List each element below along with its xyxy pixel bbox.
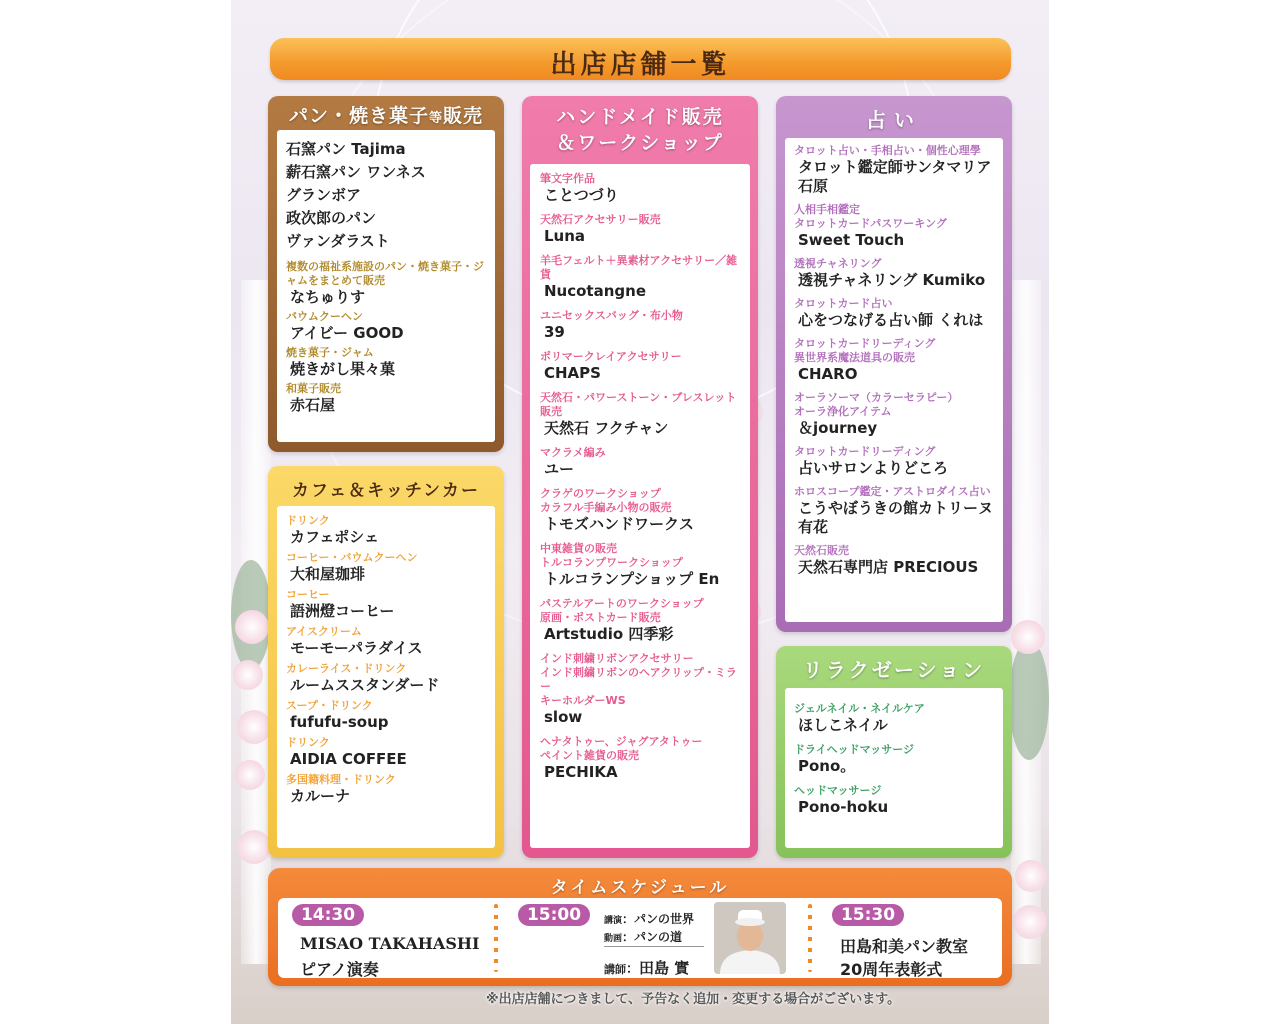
list-item — [286, 662, 489, 695]
list-item — [286, 736, 489, 769]
panel-bread-title — [268, 101, 504, 128]
schedule-title: タイムスケジュール — [550, 878, 730, 898]
item-name: なちゅりす — [290, 288, 366, 306]
list-item — [286, 625, 489, 658]
item-name: CHAPS — [544, 364, 601, 382]
list-item — [794, 297, 999, 330]
item-category: ペイント雑貨の販売 — [540, 749, 639, 762]
panel-handmade-title-line1: ハンドメイド販売 — [556, 106, 724, 128]
list-item — [794, 445, 999, 478]
item-category: キーホルダーWS — [540, 694, 626, 707]
panel-uranai-list — [785, 138, 1003, 622]
item-name: Nucotangne — [544, 282, 646, 300]
list-item — [540, 309, 746, 342]
item-name: ユー — [544, 460, 575, 478]
slot3-line2: 20周年表彰式 — [840, 960, 943, 979]
item-category: 異世界系魔法道具の販売 — [794, 351, 915, 364]
slot2-video-text: パンの道 — [634, 930, 683, 944]
slot2-teacher: 講師：田島 實 — [604, 959, 690, 977]
schedule-divider — [808, 904, 812, 972]
slot1-line1: MISAO TAKAHASHI — [300, 934, 480, 953]
item-category: インド刺繍リボンのヘアクリップ・ミラー — [540, 666, 737, 693]
list-item — [540, 350, 746, 383]
item-name: Sweet Touch — [798, 231, 905, 249]
item-name: Luna — [544, 227, 586, 245]
background-flower — [1011, 620, 1045, 654]
item-name: 赤石屋 — [290, 396, 336, 414]
panel-handmade-title-line2: ＆ワークショップ — [556, 132, 724, 154]
uranai-items-list — [794, 144, 999, 584]
item-category: 羊毛フェルト＋異素材アクセサリー／雑貨 — [540, 254, 738, 281]
list-item — [794, 144, 999, 196]
item-category: カラフル手編み小物の販売 — [540, 501, 672, 514]
background-flower — [237, 830, 271, 864]
slot3-line1: 田島和美パン教室 — [840, 937, 969, 956]
item-category: 焼き菓子・ジャム — [286, 346, 374, 359]
relax-items-list — [794, 702, 999, 825]
handmade-items-list — [540, 172, 746, 790]
list-item — [794, 257, 999, 290]
item-name: ほしこネイル — [798, 716, 888, 734]
list-item — [540, 172, 746, 205]
list-item — [286, 514, 489, 547]
list-item — [286, 588, 489, 621]
item-category: 中東雑貨の販売 — [540, 542, 617, 555]
panel-handmade-list — [530, 164, 750, 848]
item-name: AIDIA COFFEE — [290, 750, 407, 768]
list-item — [794, 702, 999, 735]
item-category: 筆文字作品 — [540, 172, 595, 185]
item-name: ルームススタンダード — [290, 676, 440, 694]
slot2-lecture-label: 講演 — [604, 916, 623, 926]
item-name: トルコランプショップ En — [544, 570, 720, 588]
item-name: fufufu-soup — [290, 713, 389, 731]
item-name: PECHIKA — [544, 763, 618, 781]
list-item — [794, 784, 999, 817]
item-name: 心をつなげる占い師 くれは — [798, 311, 984, 329]
item-name: モーモーパラダイス — [290, 639, 423, 657]
panel-handmade — [522, 96, 758, 858]
item-category: パステルアートのワークショップ — [540, 597, 704, 610]
list-item — [540, 735, 746, 782]
item-category: 和菓子販売 — [286, 382, 341, 395]
item-category: ヘッドマッサージ — [794, 784, 882, 797]
list-item — [540, 597, 746, 644]
list-item — [794, 203, 999, 250]
time-slot-1500: 15:00 — [518, 904, 590, 926]
slot2-lecture-text: パンの世界 — [634, 912, 695, 926]
list-item — [540, 391, 746, 438]
item-name: カルーナ — [290, 787, 351, 805]
slot2-teacher-name: 田島 實 — [639, 959, 690, 977]
panel-cafe-list — [277, 506, 495, 848]
item-category: オーラソーマ（カラーセラピー） — [794, 391, 959, 404]
list-item: グランボア — [286, 186, 362, 204]
item-category: ドリンク — [286, 736, 330, 749]
panel-handmade-title — [522, 104, 758, 156]
item-category: ホロスコープ鑑定・アストロダイス占い — [794, 485, 991, 498]
item-name: ことつづり — [544, 186, 619, 204]
list-item — [540, 254, 746, 301]
list-item — [794, 391, 999, 438]
panel-bread-title-main: パン・焼き菓子 — [288, 105, 429, 127]
item-category: ポリマークレイアクセサリー — [540, 350, 682, 363]
item-category: コーヒー・バウムクーヘン — [286, 551, 418, 564]
panel-cafe — [268, 466, 504, 858]
list-item: ヴァンダラスト — [286, 232, 390, 250]
panel-uranai — [776, 96, 1012, 632]
list-item — [286, 310, 489, 343]
list-item — [794, 485, 999, 537]
list-item — [794, 544, 999, 577]
panel-bread-list — [277, 130, 495, 442]
item-category: スープ・ドリンク — [286, 699, 373, 712]
list-item — [286, 699, 489, 732]
item-category: カレーライス・ドリンク — [286, 662, 407, 675]
item-category: トルコランプワークショップ — [540, 556, 683, 569]
background-flower — [235, 760, 265, 790]
item-category: アイスクリーム — [286, 625, 362, 638]
background-flower — [1013, 905, 1047, 939]
item-category: 人相手相鑑定 — [794, 203, 860, 216]
panel-relax-title: リラクゼーション — [802, 658, 986, 682]
item-name: Pono。 — [798, 757, 856, 775]
item-name: アイビー GOOD — [290, 324, 404, 342]
item-name: トモズハンドワークス — [544, 515, 694, 533]
item-category: 天然石・パワーストーン・ブレスレット販売 — [540, 391, 737, 418]
item-name: 天然石 フクチャン — [544, 419, 669, 437]
item-category: 多国籍料理・ドリンク — [286, 773, 396, 786]
item-name: slow — [544, 708, 583, 726]
list-item: 政次郎のパン — [286, 209, 377, 227]
item-category: 天然石販売 — [794, 544, 849, 557]
item-category: 原画・ポストカード販売 — [540, 611, 661, 624]
slot1-line2: ピアノ演奏 — [300, 960, 379, 979]
teacher-photo — [714, 902, 786, 974]
header-bar — [270, 38, 1011, 80]
background-flower — [233, 660, 263, 690]
item-name: 39 — [544, 323, 565, 341]
list-item: 石窯パン Tajima — [286, 140, 406, 158]
item-category: タロットカードパスワーキング — [794, 217, 947, 230]
item-name: こうやぼうきの館カトリーヌ有花 — [798, 499, 994, 536]
item-name: 焼きがし果々菓 — [290, 360, 396, 378]
background-flower — [235, 610, 269, 644]
item-name: 大和屋珈琲 — [290, 565, 366, 583]
list-item — [286, 346, 489, 379]
item-name: Artstudio 四季彩 — [544, 625, 674, 643]
item-category: ドリンク — [286, 514, 330, 527]
background-leaves — [1009, 640, 1049, 760]
item-name: Pono-hoku — [798, 798, 889, 816]
item-name: 天然石専門店 PRECIOUS — [798, 558, 979, 576]
footer-note: ※出店店舗につきまして、予告なく追加・変更する場合がございます。 — [486, 992, 901, 1007]
item-category: マクラメ編み — [540, 446, 606, 459]
item-category: タロット占い・手相占い・個性心理學 — [794, 144, 981, 157]
item-category: ユニセックスバッグ・布小物 — [540, 309, 683, 322]
time-slot-1430: 14:30 — [292, 904, 364, 926]
background-flower — [237, 710, 271, 744]
item-category: 複数の福祉系施設のパン・焼き菓子・ジャムをまとめて販売 — [286, 260, 484, 287]
item-category: バウムクーヘン — [286, 310, 363, 323]
panel-bread — [268, 96, 504, 452]
item-name: 語洲燈コーヒー — [290, 602, 395, 620]
item-category: 天然石アクセサリー販売 — [540, 213, 661, 226]
item-name: タロット鑑定師サンタマリア石原 — [798, 158, 992, 195]
item-category: インド刺繍リボンアクセサリー — [540, 652, 694, 665]
cafe-items-list — [286, 514, 489, 810]
item-category: タロットカードリーディング — [794, 445, 936, 458]
slot2-rule — [604, 946, 704, 947]
panel-cafe-title: カフェ＆キッチンカー — [292, 481, 480, 501]
list-item — [540, 487, 746, 534]
list-item — [286, 773, 489, 806]
bread-plain-list — [286, 138, 489, 253]
schedule-divider — [494, 904, 498, 972]
item-category: クラゲのワークショップ — [540, 487, 661, 500]
list-item — [540, 446, 746, 479]
list-item — [540, 213, 746, 246]
item-category: タロットカード占い — [794, 297, 893, 310]
item-category: コーヒー — [286, 588, 330, 601]
time-slot-1530: 15:30 — [832, 904, 904, 926]
list-item — [286, 551, 489, 584]
list-item — [540, 542, 746, 589]
item-category: タロットカードリーディング — [794, 337, 936, 350]
slot2-video-label: 動画 — [604, 934, 623, 944]
list-item: 薪石窯パン ワンネス — [286, 163, 426, 181]
item-category: ドライヘッドマッサージ — [794, 743, 915, 756]
item-category: 透視チャネリング — [794, 257, 882, 270]
panel-bread-title-end: 販売 — [443, 105, 484, 127]
slot2-teacher-label: 講師 — [604, 963, 626, 976]
item-category: オーラ浄化アイテム — [794, 405, 892, 418]
item-category: ジェルネイル・ネイルケア — [794, 702, 925, 715]
item-name: 占いサロンよりどころ — [798, 459, 949, 477]
bread-items-list — [286, 260, 489, 418]
list-item — [540, 652, 746, 727]
panel-bread-title-small: 等 — [428, 111, 443, 126]
slot2-video: 動画：パンの道 — [604, 930, 683, 944]
panel-relax — [776, 646, 1012, 858]
item-name: CHARO — [798, 365, 858, 383]
list-item — [286, 260, 489, 307]
slot2-lecture: 講演：パンの世界 — [604, 912, 695, 926]
panel-relax-list — [785, 688, 1003, 848]
background-flower — [1015, 860, 1047, 892]
item-name: ＆journey — [798, 419, 878, 437]
list-item — [794, 337, 999, 384]
item-name: 透視チャネリング Kumiko — [798, 271, 986, 289]
list-item — [286, 382, 489, 415]
list-item — [794, 743, 999, 776]
item-category: ヘナタトゥー、ジャグアタトゥー — [540, 735, 703, 748]
page-title: 出店店舗一覧 — [550, 50, 731, 80]
item-name: カフェポシェ — [290, 528, 379, 546]
panel-uranai-title: 占い — [866, 108, 922, 132]
